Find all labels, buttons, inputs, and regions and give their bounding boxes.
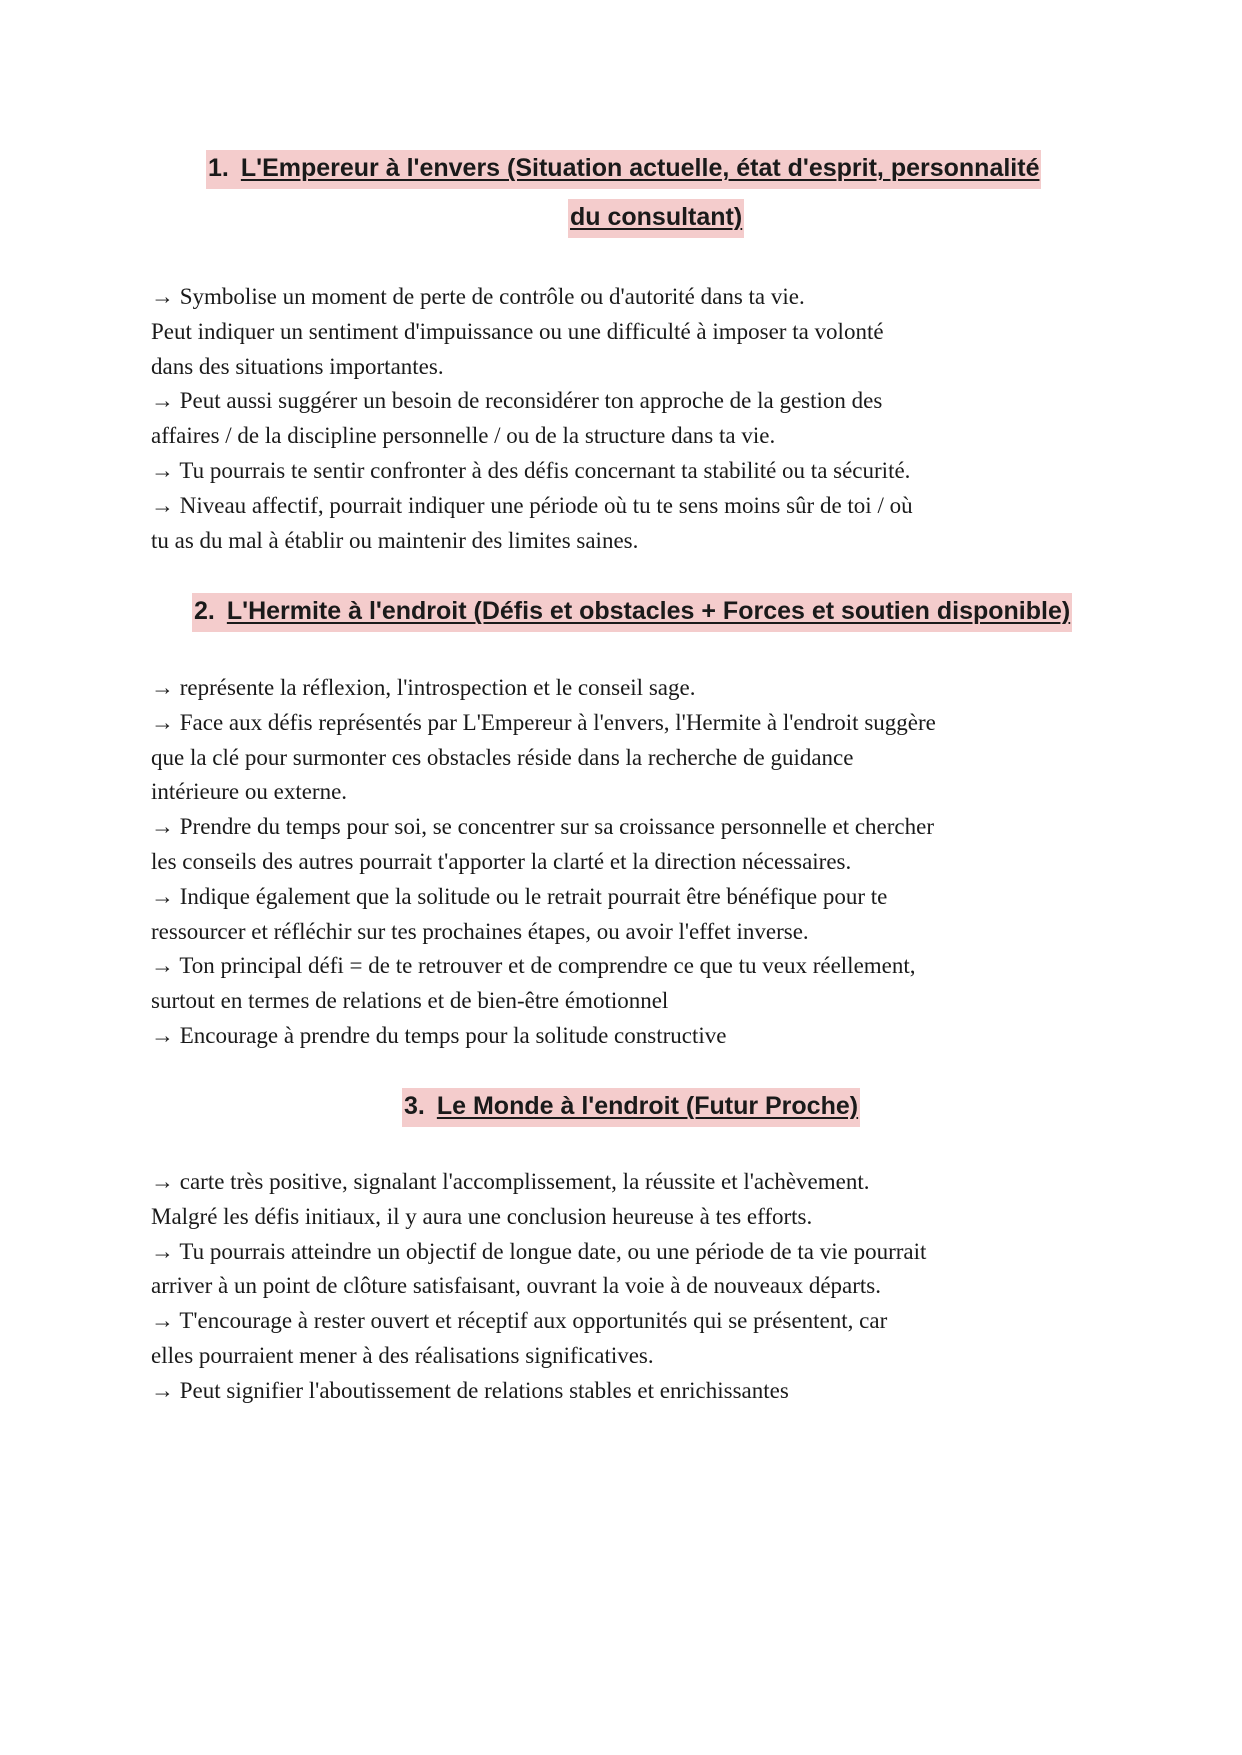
- section-3-line: → T'encourage à rester ouvert et réceptif aux opportunités qui se présentent, car: [151, 1308, 888, 1334]
- section-2-line: que la clé pour surmonter ces obstacles réside dans la recherche de guidance: [151, 744, 854, 770]
- section-2-line: ressourcer et réfléchir sur tes prochaines étapes, ou avoir l'effet inverse.: [151, 918, 809, 944]
- section-1-heading: [206, 150, 1041, 189]
- section-1-line: → Peut aussi suggérer un besoin de reconsidérer ton approche de la gestion des: [151, 388, 883, 414]
- section-2-line: les conseils des autres pourrait t'apporter la clarté et la direction nécessaires.: [151, 848, 852, 874]
- section-1-line: affaires / de la discipline personnelle / ou de la structure dans ta vie.: [151, 423, 776, 449]
- section-2-line: → Ton principal défi = de te retrouver et de comprendre ce que tu veux réellement,: [151, 953, 916, 979]
- section-1-heading-cont: [568, 199, 744, 238]
- section-3-number: 3.: [404, 1092, 425, 1120]
- section-2-line: → représente la réflexion, l'introspection et le conseil sage.: [151, 675, 696, 700]
- section-1-number: 1.: [208, 154, 229, 182]
- section-1-body: [151, 280, 1111, 558]
- section-2-line: → Prendre du temps pour soi, se concentrer sur sa croissance personnelle et chercher: [151, 814, 934, 840]
- section-1-line: → Tu pourrais te sentir confronter à des défis concernant ta stabilité ou ta sécurité.: [151, 457, 911, 483]
- section-2-line: → Encourage à prendre du temps pour la solitude constructive: [151, 1022, 727, 1048]
- section-2-body: [151, 671, 1111, 1054]
- section-1-title-line1: L'Empereur à l'envers (Situation actuelle, état d'esprit, personnalité: [240, 154, 1040, 182]
- section-1-line: Peut indiquer un sentiment d'impuissance ou une difficulté à imposer ta volonté: [151, 318, 884, 344]
- section-3-line: arriver à un point de clôture satisfaisant, ouvrant la voie à de nouveaux départs.: [151, 1273, 881, 1299]
- section-3-line: → Tu pourrais atteindre un objectif de longue date, ou une période de ta vie pourrait: [151, 1238, 927, 1264]
- section-2-line: → Face aux défis représentés par L'Empereur à l'envers, l'Hermite à l'endroit suggère: [151, 709, 936, 735]
- section-3-heading: [402, 1088, 860, 1127]
- section-1-heading-highlight: [206, 150, 1041, 189]
- section-1-title-line2: du consultant): [570, 203, 743, 231]
- section-2-number: 2.: [194, 597, 215, 625]
- section-3-heading-highlight: [402, 1088, 860, 1127]
- section-2-line: intérieure ou externe.: [151, 779, 348, 805]
- section-3-title: Le Monde à l'endroit (Futur Proche): [436, 1092, 859, 1120]
- section-1-heading-highlight-2: [568, 199, 744, 238]
- section-2-heading: [192, 593, 1072, 632]
- section-2-line: → Indique également que la solitude ou le retrait pourrait être bénéfique pour te: [151, 883, 888, 909]
- section-1-line: dans des situations importantes.: [151, 353, 444, 379]
- section-2-heading-highlight: [192, 593, 1072, 632]
- section-1-line: tu as du mal à établir ou maintenir des limites saines.: [151, 527, 639, 553]
- section-3-body: [151, 1165, 1111, 1409]
- section-2-title: L'Hermite à l'endroit (Défis et obstacles + Forces et soutien disponible): [226, 597, 1071, 625]
- section-3-line: → Peut signifier l'aboutissement de relations stables et enrichissantes: [151, 1377, 789, 1403]
- section-2-line: surtout en termes de relations et de bien-être émotionnel: [151, 988, 669, 1014]
- section-3-line: Malgré les défis initiaux, il y aura une conclusion heureuse à tes efforts.: [151, 1203, 813, 1229]
- section-3-line: → carte très positive, signalant l'accomplissement, la réussite et l'achèvement.: [151, 1169, 870, 1194]
- section-1-line: → Niveau affectif, pourrait indiquer une période où tu te sens moins sûr de toi / où: [151, 492, 913, 518]
- section-1-line: → Symbolise un moment de perte de contrôle ou d'autorité dans ta vie.: [151, 284, 805, 309]
- section-3-line: elles pourraient mener à des réalisations significatives.: [151, 1342, 654, 1368]
